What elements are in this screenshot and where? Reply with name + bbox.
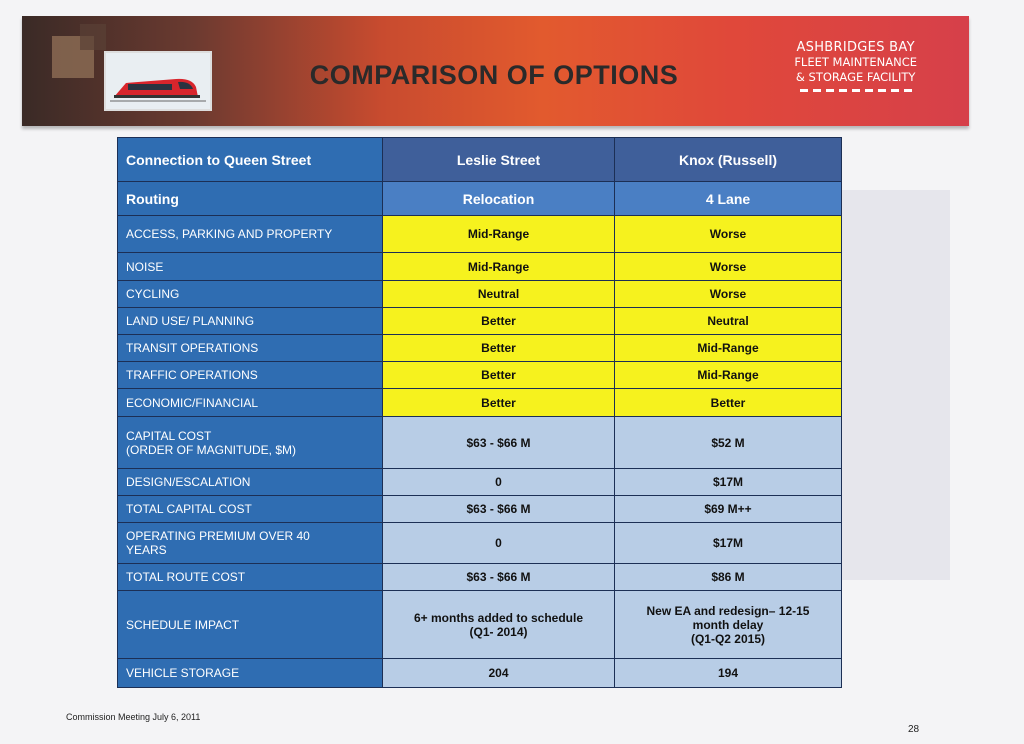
meeting-footer: Commission Meeting July 6, 2011 xyxy=(66,712,201,722)
table-row xyxy=(118,308,842,335)
row-value-col1: $63 - $66 M xyxy=(383,496,615,523)
table-row xyxy=(118,469,842,496)
table-row xyxy=(118,216,842,253)
row-value-col2: Neutral xyxy=(615,308,842,335)
row-value-col2: Mid-Range xyxy=(615,335,842,362)
brand-divider xyxy=(800,89,912,92)
header-col1: Leslie Street xyxy=(383,138,615,182)
streetcar-icon xyxy=(106,53,210,109)
row-value-col1: Better xyxy=(383,362,615,389)
row-value-col2: $69 M++ xyxy=(615,496,842,523)
row-value-col1: Better xyxy=(383,335,615,362)
row-value-col2: $52 M xyxy=(615,417,842,469)
row-value-col1: Mid-Range xyxy=(383,216,615,253)
row-label: LAND USE/ PLANNING xyxy=(118,308,383,335)
row-value-col2: 194 xyxy=(615,659,842,688)
row-value-col1: Better xyxy=(383,389,615,417)
row-value-col1: Better xyxy=(383,308,615,335)
header-banner xyxy=(22,16,969,126)
row-value-col2: Better xyxy=(615,389,842,417)
row-value-col1: 6+ months added to schedule (Q1- 2014) xyxy=(383,591,615,659)
table-row xyxy=(118,389,842,417)
decorative-square xyxy=(80,24,106,50)
row-label: DESIGN/ESCALATION xyxy=(118,469,383,496)
row-label: TOTAL CAPITAL COST xyxy=(118,496,383,523)
table-row xyxy=(118,362,842,389)
row-label: TRAFFIC OPERATIONS xyxy=(118,362,383,389)
row-value-col1: $63 - $66 M xyxy=(383,417,615,469)
row-value-col1: 0 xyxy=(383,469,615,496)
row-value-col2: $17M xyxy=(615,469,842,496)
header-col2: Knox (Russell) xyxy=(615,138,842,182)
row-label: SCHEDULE IMPACT xyxy=(118,591,383,659)
row-value-col1: 0 xyxy=(383,523,615,564)
brand-line: FLEET MAINTENANCE xyxy=(794,55,917,69)
row-label: TRANSIT OPERATIONS xyxy=(118,335,383,362)
row-label: NOISE xyxy=(118,253,383,281)
row-label: VEHICLE STORAGE xyxy=(118,659,383,688)
table-row xyxy=(118,523,842,564)
routing-row xyxy=(118,182,842,216)
brand-logo-text xyxy=(794,40,917,92)
row-label: ECONOMIC/FINANCIAL xyxy=(118,389,383,417)
comparison-table xyxy=(117,137,841,688)
routing-label: Routing xyxy=(118,182,383,216)
table-row xyxy=(118,417,842,469)
brand-line: & STORAGE FACILITY xyxy=(795,70,916,84)
table-row xyxy=(118,335,842,362)
table-row xyxy=(118,564,842,591)
routing-col2: 4 Lane xyxy=(615,182,842,216)
table-row xyxy=(118,281,842,308)
row-value-col2: Mid-Range xyxy=(615,362,842,389)
row-value-col2: Worse xyxy=(615,216,842,253)
row-label: TOTAL ROUTE COST xyxy=(118,564,383,591)
table-row xyxy=(118,591,842,659)
row-value-col2: Worse xyxy=(615,253,842,281)
row-value-col1: Mid-Range xyxy=(383,253,615,281)
row-value-col2: New EA and redesign– 12-15 month delay (Q1-Q2 2015) xyxy=(615,591,842,659)
row-label: OPERATING PREMIUM OVER 40 YEARS xyxy=(118,523,383,564)
row-label: CAPITAL COST (ORDER OF MAGNITUDE, $M) xyxy=(118,417,383,469)
row-value-col1: Neutral xyxy=(383,281,615,308)
background-shadow xyxy=(840,190,950,580)
row-value-col1: 204 xyxy=(383,659,615,688)
page-number: 28 xyxy=(908,724,920,735)
routing-col1: Relocation xyxy=(383,182,615,216)
table-row xyxy=(118,659,842,688)
row-value-col1: $63 - $66 M xyxy=(383,564,615,591)
table-header-row xyxy=(118,138,842,182)
table-row xyxy=(118,253,842,281)
row-value-col2: $86 M xyxy=(615,564,842,591)
streetcar-image xyxy=(104,51,212,111)
row-value-col2: $17M xyxy=(615,523,842,564)
table-row xyxy=(118,496,842,523)
row-value-col2: Worse xyxy=(615,281,842,308)
header-label: Connection to Queen Street xyxy=(118,138,383,182)
page-title: COMPARISON OF OPTIONS xyxy=(309,60,679,90)
row-label: ACCESS, PARKING AND PROPERTY xyxy=(118,216,383,253)
brand-line: ASHBRIDGES BAY xyxy=(796,40,915,55)
row-label: CYCLING xyxy=(118,281,383,308)
